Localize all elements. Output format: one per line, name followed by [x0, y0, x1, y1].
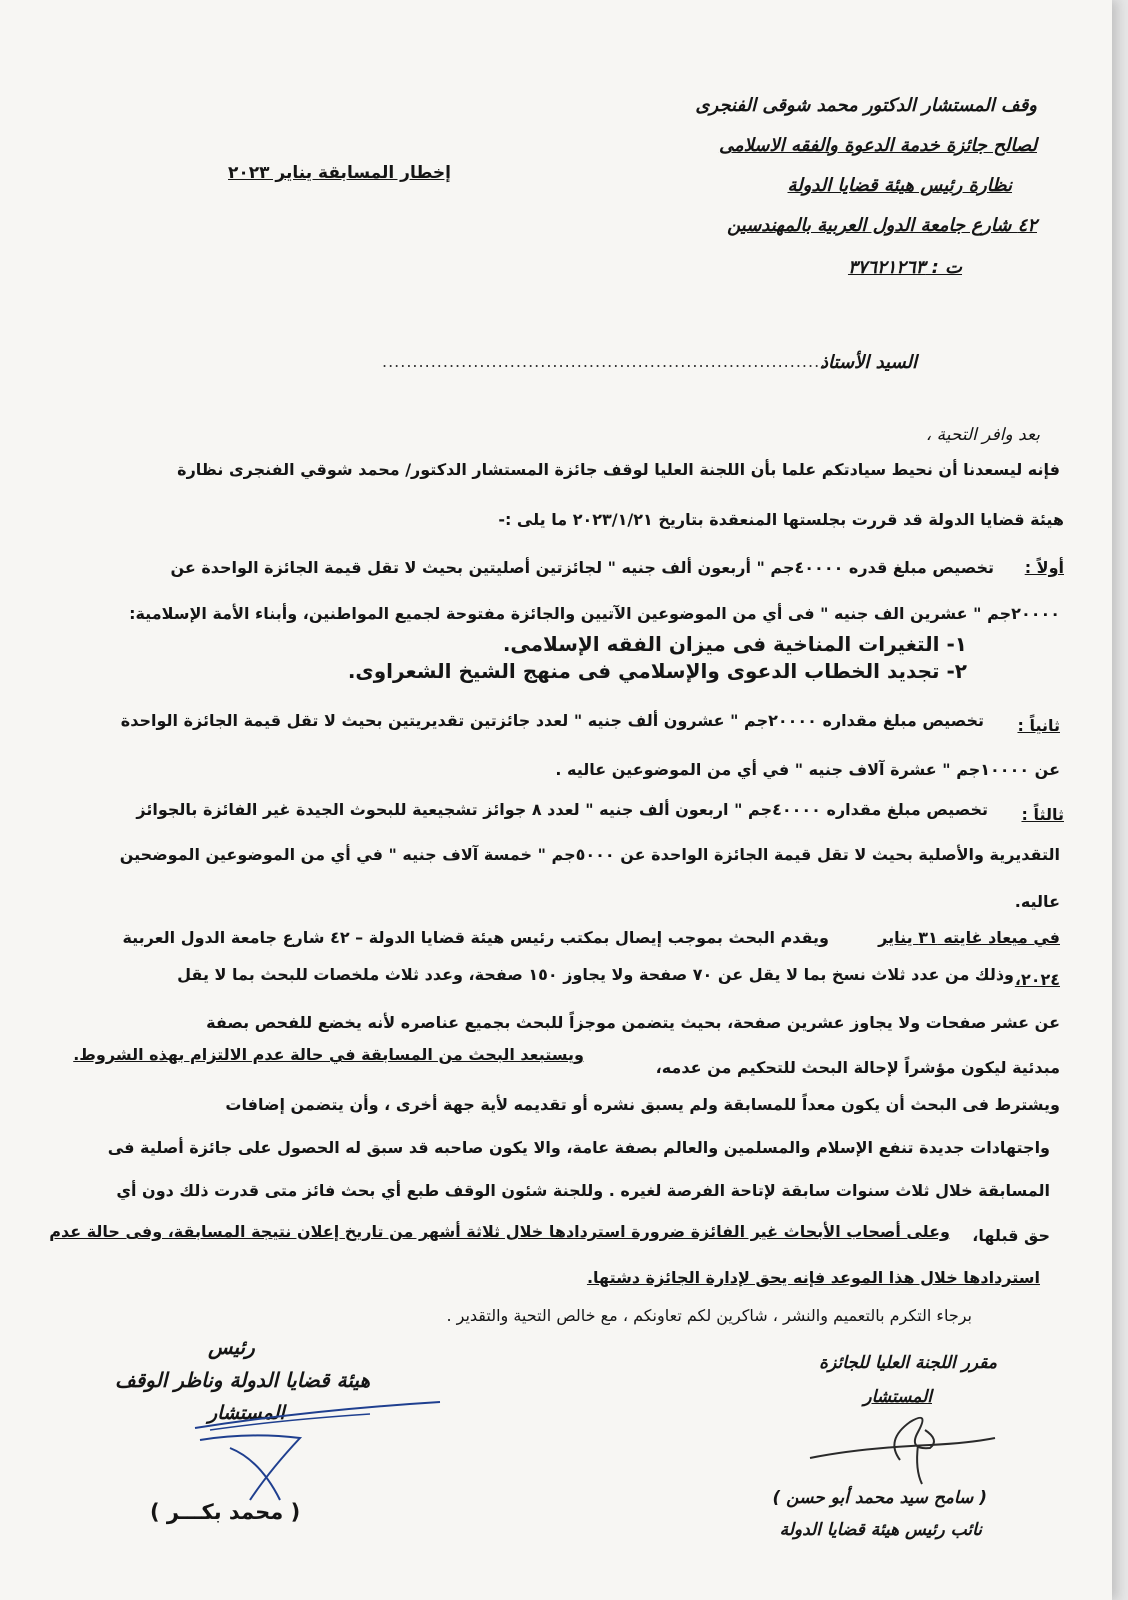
- deadline-line-2a: ٢٠٢٤،: [1014, 970, 1060, 989]
- header-institution: وقف المستشار الدكتور محمد شوقى الفنجرى: [695, 95, 1037, 116]
- addressee-dots: .........................................................................: [382, 352, 827, 371]
- first-label: أولاً :: [1024, 558, 1064, 577]
- right-sig-name: ( سامح سيد محمد أبو حسن ): [772, 1488, 987, 1508]
- third-line-3: عاليه.: [1014, 892, 1060, 911]
- header-supervision: نظارة رئيس هيئة قضايا الدولة: [787, 175, 1012, 196]
- conditions-line-4a: حق قبلها،: [972, 1226, 1050, 1245]
- right-signature-scrawl: [790, 1400, 1010, 1490]
- topic-1: ١- التغيرات المناخية فى ميزان الفقه الإسلامى.: [502, 632, 967, 656]
- closing-line: برجاء التكرم بالتعميم والنشر ، شاكرين لكم تعاونكم ، مع خالص التحية والتقدير .: [446, 1306, 972, 1325]
- header-address: ٤٢ شارع جامعة الدول العربية بالمهندسين: [727, 215, 1037, 236]
- topic-2: ٢- تجديد الخطاب الدعوى والإسلامي فى منهج الشيخ الشعراوى.: [347, 659, 967, 683]
- right-sig-title-1: مقرر اللجنة العليا للجائزة: [819, 1353, 997, 1373]
- header-prize-line: لصالح جائزة خدمة الدعوة والفقه الاسلامى: [718, 135, 1037, 156]
- right-sig-position: نائب رئيس هيئة قضايا الدولة: [779, 1520, 982, 1540]
- left-sig-name: ( محمد بكـــر ): [150, 1500, 301, 1524]
- intro-line-2: هيئة قضايا الدولة قد قررت بجلستها المنعقدة بتاريخ ٢٠٢٣/١/٢١ ما يلى :-: [498, 510, 1064, 529]
- addressee-label: السيد الأستاذ: [820, 352, 917, 373]
- first-line-2: ٢٠٠٠٠جم " عشرين الف جنيه " فى أي من الموضوعين الآتيين والجائزة مفتوحة لجميع المواطنين، وأبناء الأمة الإسلامية:: [129, 604, 1060, 623]
- greeting: بعد وافر التحية ،: [925, 425, 1040, 445]
- deadline-line-1b: في ميعاد غايته ٣١ يناير: [878, 928, 1060, 947]
- third-label: ثالثاً :: [1021, 805, 1064, 824]
- conditions-line-1: ويشترط فى البحث أن يكون معداً للمسابقة ولم يسبق نشره أو تقديمه لأية جهة أخرى ، وأن يتضمن إضافات: [225, 1095, 1060, 1114]
- first-line-1: تخصيص مبلغ قدره ٤٠٠٠٠جم " أربعون ألف جنيه " لجائزتين أصليتين بحيث لا تقل قيمة الجائزة الواحدة عن: [170, 558, 994, 577]
- deadline-line-1a: ويقدم البحث بموجب إيصال بمكتب رئيس هيئة قضايا الدولة – ٤٢ شارع جامعة الدول العربية: [122, 928, 829, 947]
- right-sig-title-2: المستشار: [863, 1387, 932, 1407]
- conditions-line-3: المسابقة خلال ثلاث سنوات سابقة لإتاحة الفرصة لغيره . وللجنة شئون الوقف طبع أي بحث فائز متى قدرت ذلك دون أي: [116, 1181, 1050, 1200]
- notice-title: إخطار المسابقة يناير ٢٠٢٣: [228, 163, 451, 183]
- header-phone: ت : ٣٧٦٢١٢٦٣: [847, 257, 962, 278]
- deadline-line-4a: مبدئية ليكون مؤشراً لإحالة البحث للتحكيم من عدمه،: [655, 1058, 1060, 1077]
- left-sig-title-1: رئيس: [208, 1335, 255, 1359]
- second-line-2: عن ١٠٠٠٠جم " عشرة آلاف جنيه " في أي من الموضوعين عاليه .: [555, 760, 1060, 779]
- left-sig-title-3: المستشار: [208, 1402, 285, 1424]
- left-sig-title-2: هيئة قضايا الدولة وناظر الوقف: [115, 1368, 370, 1392]
- deadline-line-3: عن عشر صفحات ولا يجاوز عشرين صفحة، بحيث يتضمن موجزاً للبحث بجميع عناصره لأنه يخضع للفحص بصفة: [206, 1013, 1060, 1032]
- deadline-line-2b: وذلك من عدد ثلاث نسخ بما لا يقل عن ٧٠ صفحة ولا يجاوز ١٥٠ صفحة، وعدد ثلاث ملخصات للبحث بما لا يقل: [177, 965, 1014, 984]
- intro-line-1: فإنه ليسعدنا أن نحيط سيادتكم علما بأن اللجنة العليا لوقف جائزة المستشار الدكتور/ محمد شوقي الفنجرى نظارة: [177, 460, 1060, 479]
- second-line-1: تخصيص مبلغ مقداره ٢٠٠٠٠جم " عشرون ألف جنيه " لعدد جائزتين تقديريتين بحيث لا تقل قيمة الجائزة الواحدة: [120, 711, 984, 730]
- third-line-2: التقديرية والأصلية بحيث لا تقل قيمة الجائزة الواحدة عن ٥٠٠٠جم " خمسة آلاف جنيه " في أي من الموضوعين الموضحين: [119, 845, 1060, 864]
- deadline-line-4b: ويستبعد البحث من المسابقة في حالة عدم الالتزام بهذه الشروط.: [73, 1045, 584, 1064]
- conditions-line-5: استردادها خلال هذا الموعد فإنه يحق لإدارة الجائزة دشتها.: [586, 1268, 1040, 1287]
- conditions-line-4b: وعلى أصحاب الأبحاث غير الفائزة ضرورة استردادها خلال ثلاثة أشهر من تاريخ إعلان نتيجة المسابقة، وفى حالة عدم: [49, 1222, 950, 1241]
- left-signature-scrawl: [190, 1370, 450, 1510]
- second-label: ثانياً :: [1017, 716, 1060, 735]
- third-line-1: تخصيص مبلغ مقداره ٤٠٠٠٠جم " اربعون ألف جنيه " لعدد ٨ جوائز تشجيعية للبحوث الجيدة غير الفائزة بالجوائز: [136, 800, 988, 819]
- conditions-line-2: واجتهادات جديدة تنفع الإسلام والمسلمين والعالم بصفة عامة، والا يكون صاحبه قد سبق له الحصول على جائزة أصلية فى: [107, 1138, 1050, 1157]
